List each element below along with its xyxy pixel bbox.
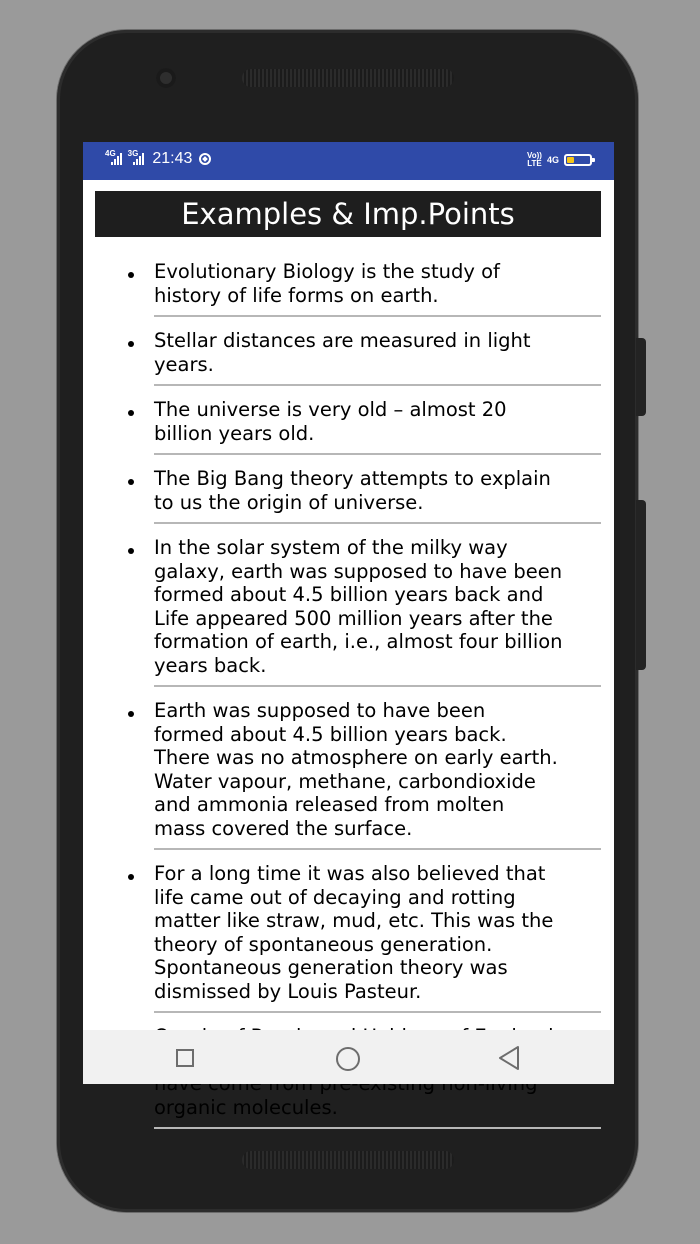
point-text: Stellar distances are measured in light years. bbox=[154, 329, 531, 376]
content-area[interactable] bbox=[83, 180, 614, 1119]
bullet-icon bbox=[128, 272, 134, 278]
volte-top-label: Vo)) bbox=[527, 151, 542, 160]
page-title: Examples & Imp.Points bbox=[95, 191, 601, 237]
volume-button bbox=[636, 500, 646, 670]
point-text: In the solar system of the milky way galaxy, earth was supposed to have been formed about 4.5 billion years back and Life appeared 500 million years after the formation of earth, i.e., almost four billion years back. bbox=[154, 536, 563, 677]
list-item bbox=[154, 850, 601, 1013]
point-text: The universe is very old – almost 20 billion years old. bbox=[154, 398, 507, 445]
status-time: 21:43 bbox=[152, 150, 193, 167]
bullet-icon bbox=[128, 479, 134, 485]
bullet-icon bbox=[128, 711, 134, 717]
status-right bbox=[527, 152, 592, 168]
point-text: For a long time it was also believed that life came out of decaying and rotting matter like straw, mud, etc. This was the theory of spontaneous generation. Spontaneous generation theory was dismissed by Louis Pasteur. bbox=[154, 862, 554, 1003]
bullet-icon bbox=[128, 341, 134, 347]
home-icon[interactable] bbox=[336, 1047, 360, 1071]
earpiece-speaker bbox=[242, 69, 454, 87]
list-item bbox=[154, 386, 601, 455]
power-button bbox=[636, 338, 646, 416]
status-left bbox=[105, 150, 211, 168]
point-text: Evolutionary Biology is the study of history of life forms on earth. bbox=[154, 260, 500, 307]
bullet-icon bbox=[128, 874, 134, 880]
front-camera bbox=[156, 68, 176, 88]
list-item bbox=[154, 248, 601, 317]
point-text: Earth was supposed to have been formed about 4.5 billion years back. There was no atmosphere on early earth. Water vapour, methane, carbondioxide and ammonia released from molten mass covered the surface. bbox=[154, 699, 558, 840]
screen bbox=[83, 142, 614, 1119]
bullet-icon bbox=[128, 410, 134, 416]
status-bar bbox=[83, 142, 614, 180]
list-item bbox=[154, 687, 601, 850]
list-item bbox=[154, 455, 601, 524]
vpn-icon bbox=[199, 153, 211, 165]
network-type-right: 4G bbox=[546, 155, 559, 165]
network-type-2: 3G bbox=[127, 149, 139, 158]
list-item bbox=[154, 317, 601, 386]
volte-icon bbox=[527, 152, 542, 168]
point-text: The Big Bang theory attempts to explain to us the origin of universe. bbox=[154, 467, 551, 514]
back-icon[interactable] bbox=[497, 1045, 521, 1071]
battery-level bbox=[567, 157, 574, 163]
volte-bottom-label: LTE bbox=[527, 159, 542, 168]
network-type-1: 4G bbox=[105, 149, 116, 158]
points-list bbox=[83, 248, 614, 1129]
navigation-bar bbox=[83, 1030, 614, 1084]
recents-icon[interactable] bbox=[176, 1049, 194, 1067]
bullet-icon bbox=[128, 548, 134, 554]
bottom-speaker bbox=[242, 1151, 454, 1169]
battery-icon bbox=[564, 154, 592, 166]
point-text: organic molecules. bbox=[154, 1095, 338, 1119]
list-item bbox=[154, 524, 601, 687]
